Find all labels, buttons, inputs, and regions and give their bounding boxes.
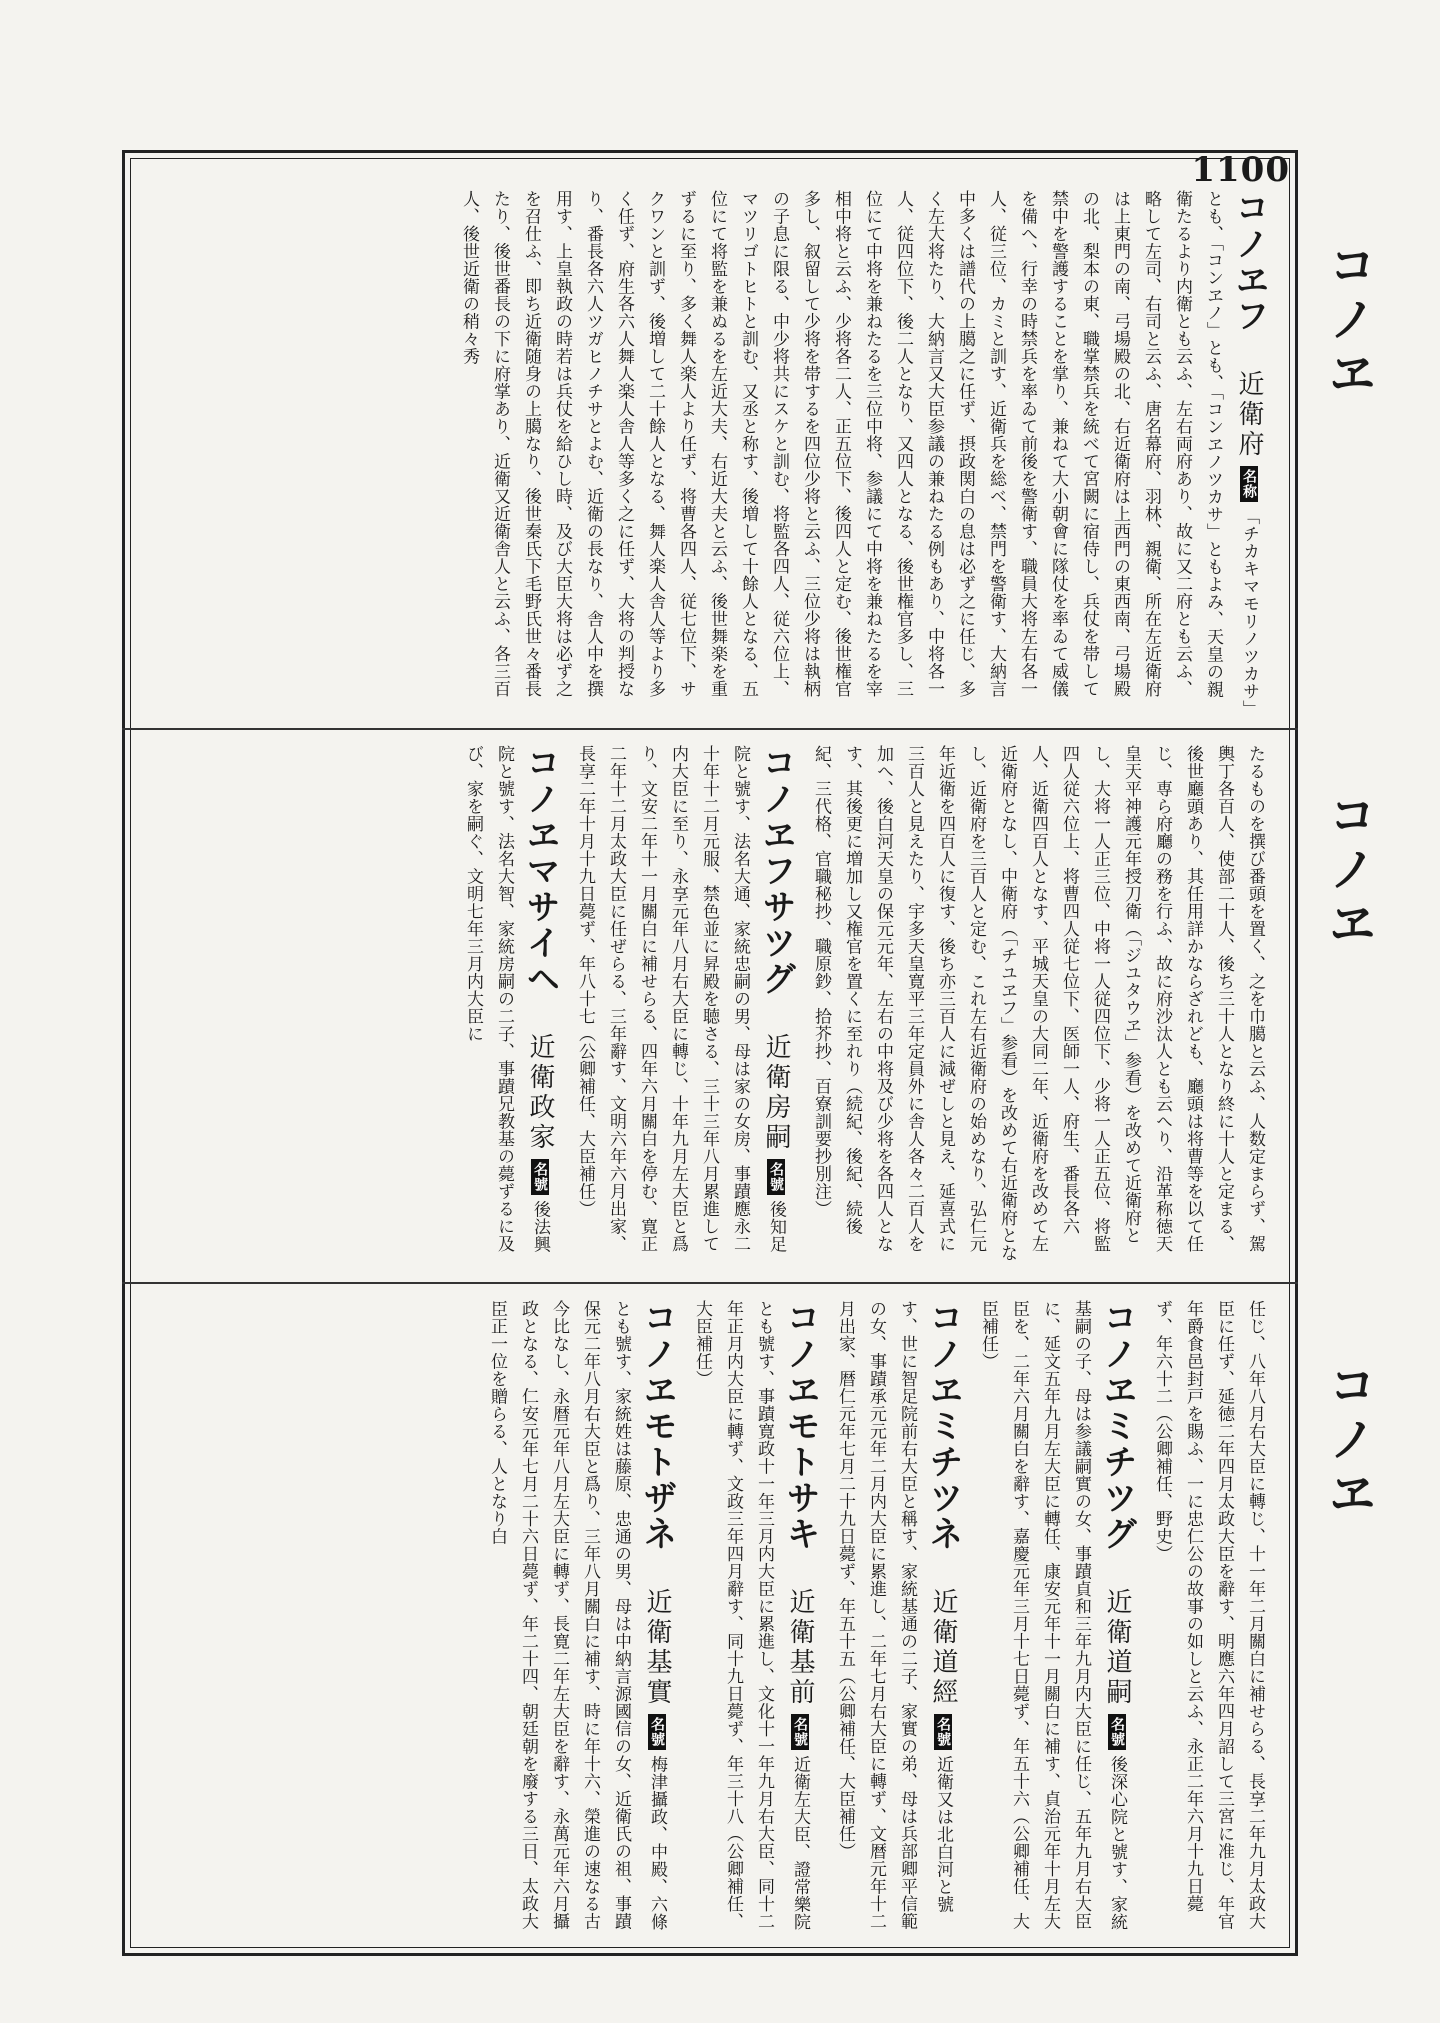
- entry-text: たるものを撰び番頭を置く、之を巾臈と云ふ、人数定まらず、駕輿丁各百人、使部二十人、後ち三十人となり終に十人と定まる、後世廳頭あり、其任用詳かならざれども、廳頭は将曹等を以て任じ、専ら府廳の務を行ふ、故に府沙汰人とも云へり、沿革称徳天皇天平神護元年授刀衛（「ジユタウヱ」参看）を改めて近衛府とし、大将一人正三位、中将一人従四位下、少将一人正五位、将監四人従六位上、将曹四人従七位下、医師一人、府生、番長各六人、近衛四百人となす、平城天皇の大同二年、近衛府を改めて左近衛府となし、中衛府（「チユヱフ」参看）を改めて右近衛府となし、近衛府を三百人と定む、これ左右近衛府の始めなり、弘仁元年近衛を四百人に復す、後ち亦三百人に減ぜしと見え、延喜式に三百人と見えたり、宇多天皇寛平三年定員外に舎人各々二百人を加へ、後白河天皇の保元元年、左右の中将及び少将を各四人となす、其後更に増加し又権官を置くに至れり（続紀、後紀、続後紀、三代格、官職秘抄、職原鈔、拾芥抄、百寮訓要抄別注）: [811, 745, 1265, 1262]
- entry-headword-kana: コノヱフサツグ: [756, 745, 796, 997]
- page-number: 1100: [1191, 150, 1290, 190]
- entry-headword-kanji: 近衛基前: [785, 1587, 815, 1708]
- entry-text: 「チカキマモリノツカサ」とも、「コンヱノ」とも、「コンヱノツカサ」ともよみ、天皇の親衛たるより内衛とも云ふ、左右両府あり、故に又二府とも云ふ、略して左司、右司と云ふ、唐名幕府、羽林、親衛、所在左近衛府は上東門の南、弓場殿の北、右近衛府は上西門の東西南、弓場殿の北、梨本の東、職掌禁兵を統べて宮闕に宿侍し、兵仗を帯して禁中を警護することを掌り、兼ねて大小朝會に隊仗を率ゐて威儀を備へ、行幸の時禁兵を率ゐて前後を警衛す、職員大将左右各一人、従三位、カミと訓す、近衛兵を総べ、禁門を警衛す、大納言中多くは譜代の上臈之に任ず、摂政関白の息は必ず之に任じ、多く左大将たり、大納言又大臣参議の兼ねたる例もあり、中将各一人、従四位下、後二人となり、又四人となる、後世権官多し、三位にて中将を兼ねたるを三位中将、参議にて中将を兼ねたるを宰相中将と云ふ、少将各二人、正五位下、後四人と定む、後世権官多し、叙留して少将を帯するを四位少将と云ふ、三位少将は執柄の子息に限る、中少将共にスケと訓む、将監各四人、従六位上、マツリゴトヒトと訓む、又丞と称す、後増して十餘人となる、五位にて将監を兼ぬるを左近大夫、右近大夫と云ふ、後世舞楽を重ずるに至り、多く舞人楽人より任ず、将曹各四人、従七位下、サクワンと訓ず、後増して二十餘人となる、舞人楽人舎人等より多く任ず、府生各六人舞人楽人舎人等多く之に任ず、大将の判授なり、番長各六人ツガヒノチサとよむ、近衛の長なり、舎人中を撰用す、上皇執政の時若は兵仗を給ひし時、及び大臣大将は必ず之を召仕ふ、即ち近衛随身の上臈なり、後世秦氏下毛野氏世々番長たり、後世番長の下に府掌あり、近衛又近衛舎人と云ふ、各三百人、後世近衛の稍々秀: [459, 190, 1259, 710]
- entry-text: 任じ、八年八月右大臣に轉じ、十一年二月關白に補せらる、長享二年九月太政大臣に任ず、延徳二年四月太政大臣を辭す、明應六年四月詔して三宮に准じ、年官年爵食邑封戸を賜ふ、一に忠仁公の故事の如しと云ふ、永正二年六月十九日薨ず、年六十二（公卿補任、野史）: [1152, 1300, 1265, 1930]
- dictionary-entry: [686, 1300, 821, 1940]
- entry-headword-kana: コノヱマサイヘ: [520, 745, 560, 997]
- entry-headword-kanji: 近衛道嗣: [1102, 1587, 1132, 1708]
- entry-headword-kana: コノヱモトザネ: [637, 1300, 677, 1552]
- section-divider: [122, 728, 1298, 730]
- entry-headword-kanji: 近衛政家: [525, 1032, 555, 1153]
- dictionary-section-2: [140, 745, 1270, 1265]
- entry-headword-kanji: 近衛道經: [928, 1587, 958, 1708]
- running-head: コノヱ: [1320, 790, 1376, 952]
- dictionary-section-1: [140, 190, 1270, 710]
- entry-text: 後深心院と號す、家統基嗣の子、母は参議嗣實の女、事蹟貞和三年九月内大臣に任じ、五年九月右大臣に、延文五年九月左大臣に轉任、康安元年十一月關白に補す、貞治元年十月左大臣を、二年六月關白を辭す、嘉慶元年三月十七日薨ず、年五十六（公卿補任、大臣補任）: [978, 1300, 1127, 1931]
- entry-text: 近衛又は北白河と號す、世に智足院前右大臣と稱す、家統基通の二子、家實の弟、母は兵部卿平信範の女、事蹟承元元年二月内大臣に累進し、二年七月右大臣に轉ず、文暦元年十二月出家、暦仁元年七月二十九日薨ず、年五十五（公卿補任、大臣補任）: [835, 1300, 953, 1930]
- entry-tag: 名號: [1108, 1714, 1126, 1750]
- entry-text: 近衛左大臣、證常樂院とも號す、事蹟寛政十一年三月内大臣に累進し、文化十一年九月右大臣、同十二年正月内大臣に轉ず、文政三年四月辭す、同十九日薨ず、年三十八（公卿補任、大臣補任）: [692, 1300, 810, 1931]
- entry-tag: 名號: [767, 1159, 785, 1195]
- entry-text: 後法興院と號す、法名大智、家統房嗣の二子、事蹟兄教基の薨ずるに及び、家を嗣ぐ、文明七年三月内大臣に: [463, 745, 550, 1254]
- entry-headword-kana: コノヱミチツネ: [923, 1300, 963, 1552]
- running-head: コノヱ: [1320, 240, 1376, 402]
- dictionary-entry: [829, 1300, 964, 1940]
- entry-tag: 名號: [648, 1714, 666, 1750]
- entry-tag: 名號: [531, 1159, 549, 1195]
- running-head: コノヱ: [1320, 1360, 1376, 1522]
- entry-tag: 名称: [1240, 466, 1258, 502]
- entry-headword-kanji: 近衛府: [1234, 369, 1264, 460]
- entry-tag: 名號: [791, 1714, 809, 1750]
- dictionary-section-3: [140, 1300, 1270, 1940]
- dictionary-entry: [481, 1300, 678, 1940]
- dictionary-entry: [457, 745, 561, 1265]
- entry-text: 梅津攝政、中殿、六條とも號す、家統姓は藤原、忠通の男、母は中納言源國信の女、近衛氏の祖、事蹟保元二年八月右大臣と爲り、三年八月關白に補す、時に年十六、榮進の速なる古今比なし、永暦元年八月左大臣に轉ず、長寛二年左大臣を辭す、永萬元年六月攝政となる、仁安元年七月二十六日薨ず、年二十四、朝廷朝を廢する三日、太政大臣正一位を贈らる、人となり白: [487, 1300, 667, 1931]
- entry-text: 後知足院と號す、法名大通、家統忠嗣の男、母は家の女房、事蹟應永二十年十二月元服、禁色並に昇殿を聴さる、三十三年八月累進して内大臣に至り、永享元年八月右大臣に轉じ、十年九月左大臣と爲り、文安二年十一月關白に補せらる、四年六月關白を停む、寛正二年十二月太政大臣に任ぜらる、三年辭す、文明六年六月出家、長享二年十月十九日薨ず、年八十七（公卿補任、大臣補任）: [575, 745, 786, 1254]
- dictionary-entry: [1146, 1300, 1270, 1940]
- entry-headword-kanji: 近衛基實: [642, 1587, 672, 1708]
- entry-headword-kana: コノヱミチツグ: [1097, 1300, 1137, 1552]
- section-divider: [122, 1282, 1298, 1284]
- dictionary-entry: [972, 1300, 1138, 1940]
- dictionary-entry: [453, 190, 1270, 710]
- entry-headword-kana: コノヱモトサキ: [780, 1300, 820, 1552]
- dictionary-entry: [569, 745, 797, 1265]
- entry-headword-kana: コノヱフ: [1229, 190, 1269, 334]
- dictionary-entry: [805, 745, 1270, 1265]
- entry-tag: 名號: [934, 1714, 952, 1750]
- entry-headword-kanji: 近衛房嗣: [761, 1032, 791, 1153]
